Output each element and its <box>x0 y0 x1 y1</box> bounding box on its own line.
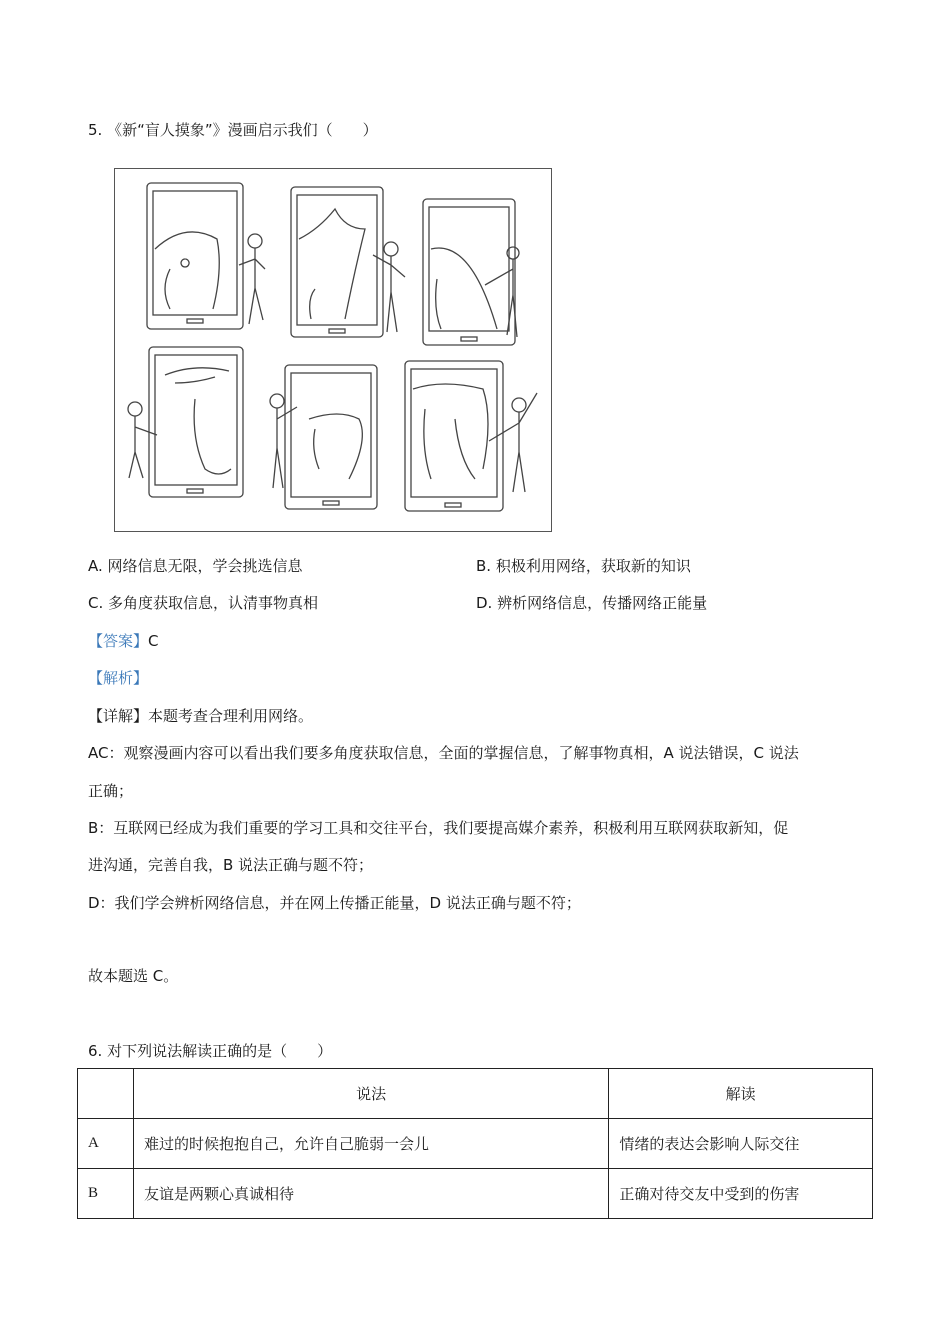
statement-cell: 友谊是两颗心真诚相待 <box>133 1169 608 1219</box>
answer-value: C <box>148 632 159 650</box>
interpretation-cell: 情绪的表达会影响人际交往 <box>609 1119 873 1169</box>
q5-stem: 5. 《新“盲人摸象”》漫画启示我们（ ） <box>88 121 378 139</box>
detail-line: 【详解】本题考查合理利用网络。 <box>88 707 314 725</box>
statement-cell: 难过的时候抱抱自己，允许自己脆弱一会儿 <box>133 1119 608 1169</box>
analysis-tag: 【解析】 <box>88 669 149 687</box>
interpretation-table <box>77 1068 873 1219</box>
blind-men-elephant-cartoon <box>114 168 552 532</box>
answer-line <box>88 631 159 651</box>
d-explanation-line: D：我们学会辨析网络信息，并在网上传播正能量，D 说法正确与题不符； <box>88 894 581 912</box>
q6-stem: 6. 对下列说法解读正确的是（ ） <box>88 1042 333 1060</box>
table-row <box>78 1119 873 1169</box>
conclusion-line: 故本题选 C。 <box>88 967 179 985</box>
cartoon-drawing <box>115 169 551 531</box>
interpretation-cell: 正确对待交友中受到的伤害 <box>609 1169 873 1219</box>
option-c: C. 多角度获取信息，认清事物真相 <box>88 594 319 612</box>
table-header-cell: 说法 <box>133 1069 608 1119</box>
ac-explanation-line-1: AC：观察漫画内容可以看出我们要多角度获取信息，全面的掌握信息，了解事物真相，A 说法错误，C 说法 <box>88 744 799 762</box>
row-label: A <box>78 1119 134 1169</box>
b-explanation-line-1: B：互联网已经成为我们重要的学习工具和交往平台，我们要提高媒介素养，积极利用互联网获取新知，促 <box>88 819 789 837</box>
table-row <box>78 1169 873 1219</box>
answer-tag: 【答案】 <box>88 632 149 650</box>
table-header-row <box>78 1069 873 1119</box>
table-header-cell: 解读 <box>609 1069 873 1119</box>
ac-explanation-line-2: 正确； <box>88 782 134 800</box>
option-a: A. 网络信息无限，学会挑选信息 <box>88 557 303 575</box>
row-label: B <box>78 1169 134 1219</box>
table-header-cell <box>78 1069 134 1119</box>
option-b: B. 积极利用网络，获取新的知识 <box>476 557 691 575</box>
b-explanation-line-2: 进沟通，完善自我，B 说法正确与题不符； <box>88 856 374 874</box>
option-d: D. 辨析网络信息，传播网络正能量 <box>476 594 708 612</box>
